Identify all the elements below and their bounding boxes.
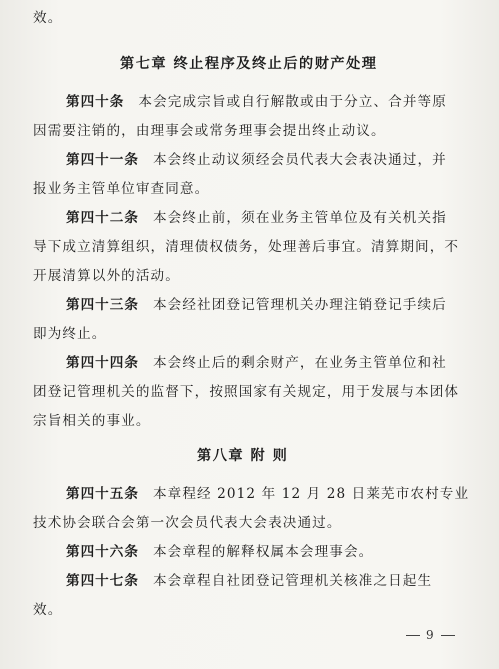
article-43-label: 第四十三条	[66, 297, 139, 313]
article-40-text-1: 本会完成宗旨或自行解散或由于分立、合并等原	[138, 94, 447, 110]
article-41-text-1: 本会终止动议须经会员代表大会表决通过，并	[152, 152, 447, 168]
article-44-line-1	[66, 353, 447, 373]
page-number-value: 9	[426, 628, 435, 642]
article-43-line-1	[66, 295, 447, 315]
article-43-text-1: 本会经社团登记管理机关办理注销登记手续后	[152, 297, 447, 313]
article-47-line-1	[66, 571, 432, 591]
article-40-label: 第四十条	[66, 94, 125, 110]
article-47-label: 第四十七条	[66, 573, 139, 589]
article-44-line-3: 宗旨相关的事业。	[33, 413, 151, 429]
page-number-right-dash	[441, 635, 455, 636]
continued-text: 效。	[33, 10, 63, 26]
page-number	[400, 628, 461, 642]
article-45-line-1	[66, 484, 469, 504]
page-number-left-dash	[406, 635, 420, 636]
article-46-label: 第四十六条	[66, 544, 139, 560]
article-40-line-2: 因需要注销的，由理事会或常务理事会提出终止动议。	[33, 123, 386, 139]
article-42-line-2: 导下成立清算组织，清理债权债务，处理善后事宜。清算期间，不	[33, 239, 460, 255]
article-41-line-1	[66, 150, 447, 170]
article-47-text-1: 本会章程自社团登记管理机关核准之日起生	[152, 573, 433, 589]
article-42-line-1	[66, 208, 447, 228]
article-41-label: 第四十一条	[66, 152, 139, 168]
article-42-text-1: 本会终止前，须在业务主管单位及有关机关指	[152, 210, 447, 226]
article-45-label: 第四十五条	[66, 486, 139, 502]
chapter-8-heading: 第八章 附 则	[197, 448, 289, 464]
article-44-line-2: 团登记管理机关的监督下，按照国家有关规定，用于发展与本团体	[33, 384, 460, 400]
article-43-line-2: 即为终止。	[33, 326, 107, 342]
chapter-7-heading: 第七章 终止程序及终止后的财产处理	[120, 56, 378, 72]
article-46-text-1: 本会章程的解释权属本会理事会。	[152, 544, 374, 560]
article-45-line-2: 技术协会联合会第一次会员代表大会表决通过。	[33, 515, 342, 531]
article-42-line-3: 开展清算以外的活动。	[33, 268, 180, 284]
article-47-line-2: 效。	[33, 602, 63, 618]
article-41-line-2: 报业务主管单位审查同意。	[33, 181, 210, 197]
article-44-label: 第四十四条	[66, 355, 139, 371]
article-40-line-1	[66, 92, 447, 112]
article-45-text-1: 本章程经 2012 年 12 月 28 日莱芜市农村专业	[152, 486, 470, 502]
article-44-text-1: 本会终止后的剩余财产，在业务主管单位和社	[152, 355, 447, 371]
article-42-label: 第四十二条	[66, 210, 139, 226]
article-46-line-1	[66, 542, 373, 562]
